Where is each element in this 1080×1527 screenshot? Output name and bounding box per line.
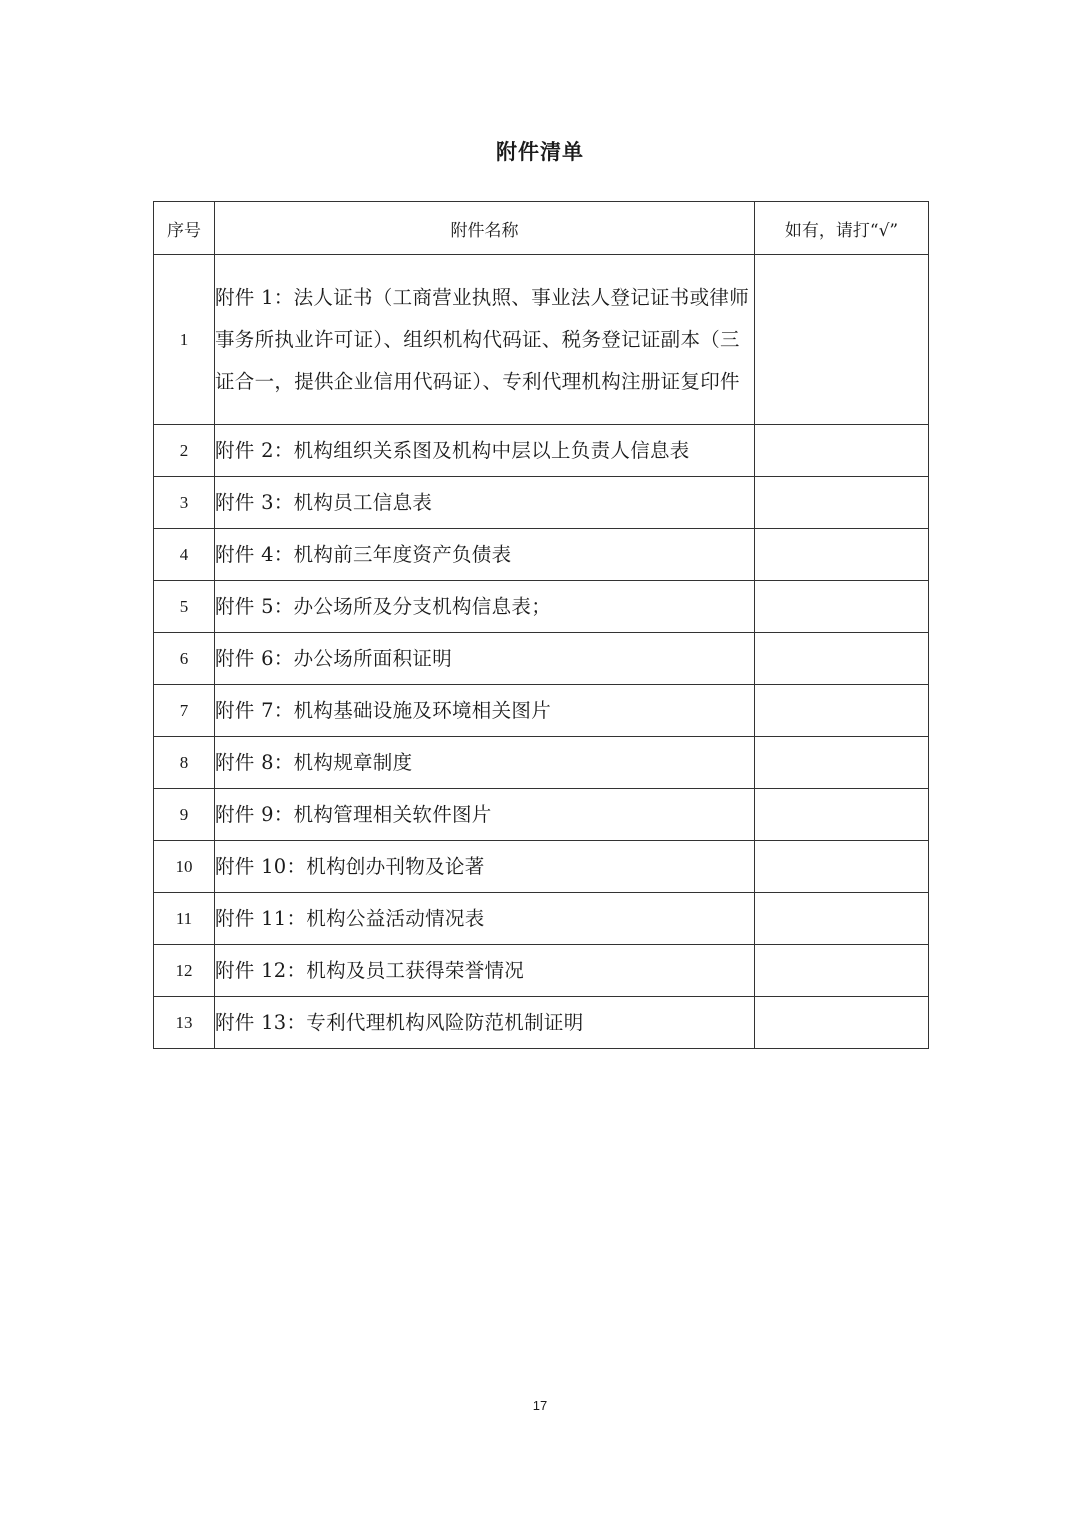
row-check-cell[interactable] <box>755 633 929 685</box>
row-attachment-name: 附件 4：机构前三年度资产负债表 <box>215 529 755 581</box>
row-attachment-name: 附件 8：机构规章制度 <box>215 737 755 789</box>
table-row <box>154 633 929 685</box>
header-serial-number: 序号 <box>154 202 215 255</box>
table-row <box>154 997 929 1049</box>
page-number: 17 <box>532 1398 548 1413</box>
header-check: 如有，请打“√” <box>755 202 929 255</box>
row-serial-number: 7 <box>154 685 215 737</box>
row-check-cell[interactable] <box>755 529 929 581</box>
row-attachment-name: 附件 12：机构及员工获得荣誉情况 <box>215 945 755 997</box>
row-attachment-name: 附件 11：机构公益活动情况表 <box>215 893 755 945</box>
row-attachment-name: 附件 5：办公场所及分支机构信息表； <box>215 581 755 633</box>
row-check-cell[interactable] <box>755 893 929 945</box>
row-check-cell[interactable] <box>755 581 929 633</box>
row-check-cell[interactable] <box>755 789 929 841</box>
row-serial-number: 12 <box>154 945 215 997</box>
row-check-cell[interactable] <box>755 255 929 425</box>
page-title: 附件清单 <box>496 139 584 164</box>
row-serial-number: 4 <box>154 529 215 581</box>
row-check-cell[interactable] <box>755 425 929 477</box>
table-row <box>154 737 929 789</box>
row-serial-number: 5 <box>154 581 215 633</box>
row-attachment-name: 附件 6：办公场所面积证明 <box>215 633 755 685</box>
table-row <box>154 685 929 737</box>
row-serial-number: 10 <box>154 841 215 893</box>
table-row <box>154 529 929 581</box>
row-serial-number: 2 <box>154 425 215 477</box>
row-serial-number: 6 <box>154 633 215 685</box>
row-check-cell[interactable] <box>755 841 929 893</box>
row-serial-number: 1 <box>154 255 215 425</box>
table-row <box>154 893 929 945</box>
row-check-cell[interactable] <box>755 737 929 789</box>
row-attachment-name: 附件 1：法人证书（工商营业执照、事业法人登记证书或律师事务所执业许可证）、组织机构代码证、税务登记证副本（三证合一，提供企业信用代码证）、专利代理机构注册证复印件 <box>215 255 755 425</box>
table-row <box>154 581 929 633</box>
row-serial-number: 11 <box>154 893 215 945</box>
row-attachment-name: 附件 2：机构组织关系图及机构中层以上负责人信息表 <box>215 425 755 477</box>
table-header-row <box>154 202 929 255</box>
row-serial-number: 13 <box>154 997 215 1049</box>
table-row <box>154 477 929 529</box>
row-attachment-name: 附件 7：机构基础设施及环境相关图片 <box>215 685 755 737</box>
table-row <box>154 789 929 841</box>
row-serial-number: 9 <box>154 789 215 841</box>
table-row <box>154 945 929 997</box>
row-serial-number: 8 <box>154 737 215 789</box>
row-check-cell[interactable] <box>755 997 929 1049</box>
table-row <box>154 425 929 477</box>
row-attachment-name: 附件 3：机构员工信息表 <box>215 477 755 529</box>
attachment-table <box>153 201 929 1049</box>
header-attachment-name: 附件名称 <box>215 202 755 255</box>
row-check-cell[interactable] <box>755 945 929 997</box>
row-attachment-name: 附件 13：专利代理机构风险防范机制证明 <box>215 997 755 1049</box>
row-serial-number: 3 <box>154 477 215 529</box>
row-check-cell[interactable] <box>755 685 929 737</box>
row-attachment-name: 附件 10：机构创办刊物及论著 <box>215 841 755 893</box>
table-row <box>154 255 929 425</box>
row-attachment-name: 附件 9：机构管理相关软件图片 <box>215 789 755 841</box>
table-row <box>154 841 929 893</box>
row-check-cell[interactable] <box>755 477 929 529</box>
